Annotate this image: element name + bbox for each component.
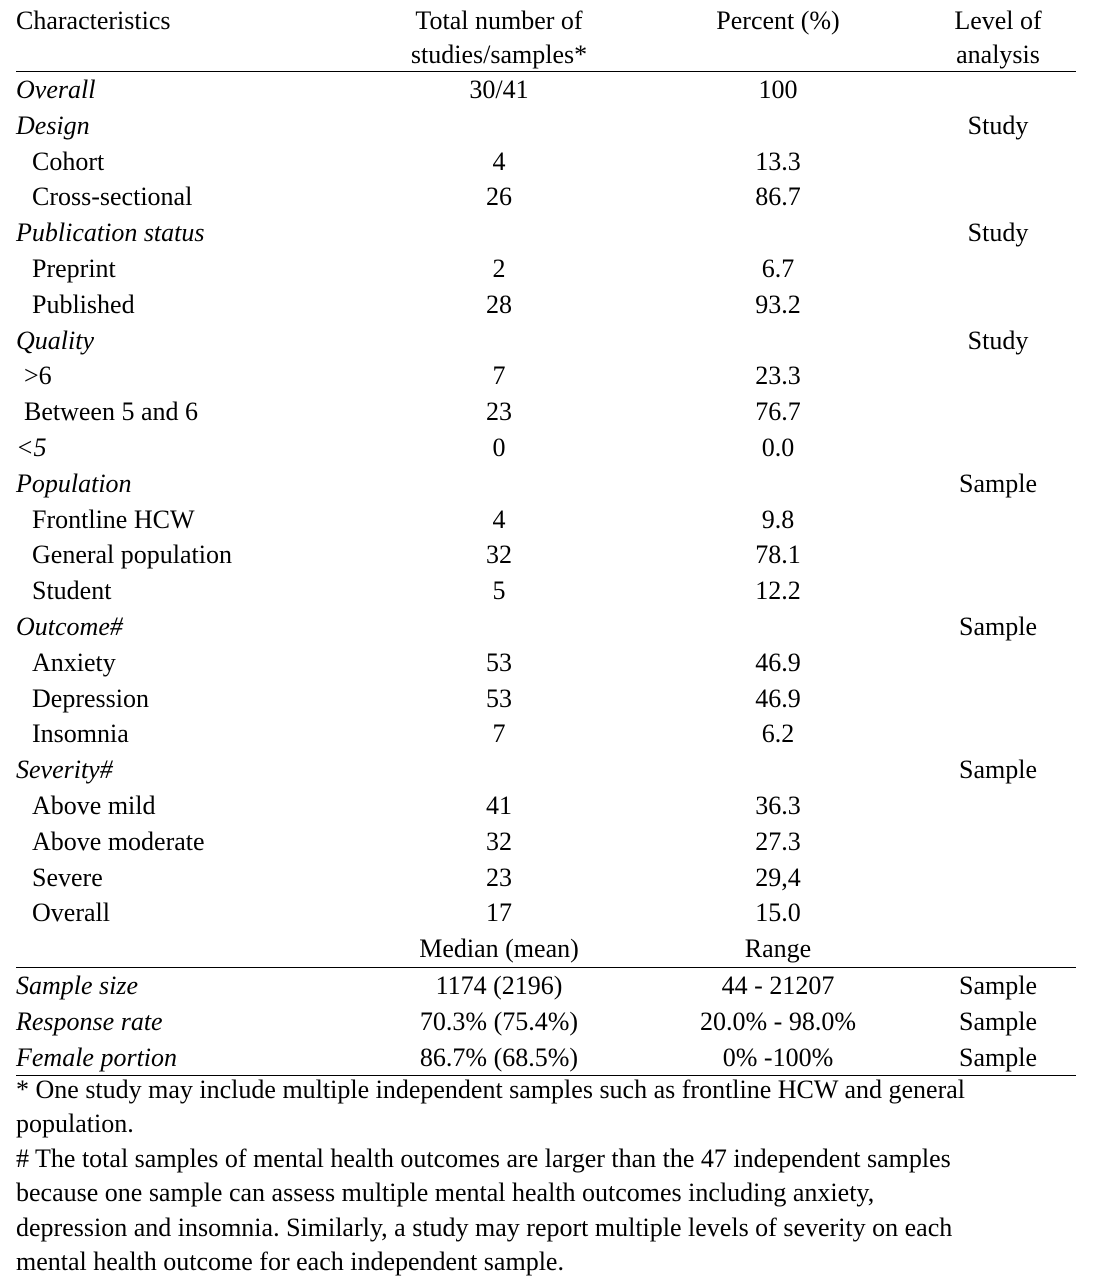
row-percent: 36.3 bbox=[755, 790, 801, 820]
table-row bbox=[16, 716, 1076, 752]
table-row bbox=[16, 72, 1076, 108]
row-label: Student bbox=[32, 576, 112, 606]
table-row bbox=[16, 394, 1076, 430]
row-count: 5 bbox=[492, 576, 506, 606]
row-count: 17 bbox=[486, 898, 512, 928]
table-row bbox=[16, 179, 1076, 215]
row-label: Preprint bbox=[32, 253, 116, 283]
row-label: Above mild bbox=[32, 790, 156, 820]
table-row bbox=[16, 251, 1076, 287]
table-row bbox=[16, 681, 1076, 717]
row-label: Publication status bbox=[16, 218, 205, 248]
table-row bbox=[16, 430, 1076, 466]
table-row bbox=[16, 144, 1076, 180]
row-median: 70.3% (75.4%) bbox=[419, 1006, 579, 1036]
table-row bbox=[16, 358, 1076, 394]
row-count: 32 bbox=[486, 826, 512, 856]
table-body bbox=[16, 72, 1076, 931]
characteristics-table bbox=[16, 2, 1076, 1076]
header-percent: Percent (%) bbox=[716, 6, 840, 35]
row-level: Study bbox=[967, 110, 1029, 140]
row-count: 23 bbox=[486, 397, 512, 427]
row-count: 32 bbox=[486, 540, 512, 570]
table-row bbox=[16, 1040, 1076, 1076]
table-row bbox=[16, 287, 1076, 323]
continuous-body bbox=[16, 968, 1076, 1076]
subheader-row bbox=[16, 931, 1076, 968]
row-label: >6 bbox=[24, 361, 52, 391]
table-row bbox=[16, 788, 1076, 824]
row-label: Depression bbox=[32, 683, 149, 713]
row-percent: 12.2 bbox=[755, 576, 801, 606]
header-characteristics: Characteristics bbox=[16, 6, 171, 35]
header-total-line2: studies/samples* bbox=[410, 40, 588, 69]
row-label: Insomnia bbox=[32, 719, 129, 749]
table-row bbox=[16, 537, 1076, 573]
row-level: Study bbox=[967, 218, 1029, 248]
row-percent: 46.9 bbox=[755, 683, 801, 713]
row-label: Severity# bbox=[16, 755, 113, 785]
row-range: 44 - 21207 bbox=[721, 970, 835, 1000]
header-level-line2: analysis bbox=[956, 40, 1040, 69]
row-median: 1174 (2196) bbox=[435, 970, 563, 1000]
table-row bbox=[16, 502, 1076, 538]
row-count: 23 bbox=[486, 862, 512, 892]
table-row bbox=[16, 860, 1076, 896]
row-percent: 23.3 bbox=[755, 361, 801, 391]
row-percent: 86.7 bbox=[755, 182, 801, 212]
row-count: 4 bbox=[492, 504, 506, 534]
footnote-line: * One study may include multiple independent samples such as frontline HCW and general bbox=[16, 1075, 966, 1104]
subheader-median: Median (mean) bbox=[419, 934, 579, 964]
row-label: Cohort bbox=[32, 146, 105, 176]
header-total bbox=[349, 4, 649, 72]
row-label: Between 5 and 6 bbox=[24, 397, 199, 427]
table-row bbox=[16, 609, 1076, 645]
table-row bbox=[16, 108, 1076, 144]
row-percent: 27.3 bbox=[755, 826, 801, 856]
row-percent: 78.1 bbox=[755, 540, 801, 570]
row-count: 26 bbox=[486, 182, 512, 212]
row-count: 28 bbox=[486, 289, 512, 319]
row-count: 7 bbox=[492, 719, 506, 749]
row-label: General population bbox=[32, 540, 232, 570]
row-label: Overall bbox=[32, 898, 110, 928]
row-level: Sample bbox=[959, 755, 1037, 785]
row-percent: 100 bbox=[758, 75, 798, 104]
table-row bbox=[16, 323, 1076, 359]
row-level: Sample bbox=[959, 468, 1037, 498]
row-percent: 6.7 bbox=[761, 253, 795, 283]
row-count: 53 bbox=[486, 683, 512, 713]
row-percent: 29,4 bbox=[755, 862, 801, 892]
row-level: Sample bbox=[959, 970, 1037, 1000]
row-label: Female portion bbox=[16, 1042, 178, 1072]
row-label: Population bbox=[16, 468, 132, 498]
row-count: 53 bbox=[486, 647, 512, 677]
row-percent: 93.2 bbox=[755, 289, 801, 319]
row-label: Cross-sectional bbox=[32, 182, 193, 212]
row-range: 20.0% - 98.0% bbox=[700, 1006, 856, 1036]
row-count: 30/41 bbox=[469, 75, 529, 104]
subheader-range: Range bbox=[744, 934, 812, 964]
row-percent: 9.8 bbox=[761, 504, 795, 534]
row-median: 86.7% (68.5%) bbox=[419, 1042, 579, 1072]
row-label: <5 bbox=[16, 432, 47, 462]
header-level bbox=[928, 4, 1068, 72]
table-row bbox=[16, 824, 1076, 860]
row-percent: 76.7 bbox=[755, 397, 801, 427]
header-total-line1: Total number of bbox=[415, 6, 583, 35]
row-label: Response rate bbox=[16, 1006, 163, 1036]
row-count: 4 bbox=[492, 146, 506, 176]
table-header bbox=[16, 2, 1076, 72]
row-percent: 6.2 bbox=[761, 719, 795, 749]
row-level: Study bbox=[967, 325, 1029, 355]
footnote-line: because one sample can assess multiple mental health outcomes including anxiety, bbox=[16, 1178, 875, 1208]
footnote-line: depression and insomnia. Similarly, a study may report multiple levels of severity on each bbox=[16, 1212, 953, 1242]
row-percent: 46.9 bbox=[755, 647, 801, 677]
table-row bbox=[16, 466, 1076, 502]
row-label: Quality bbox=[16, 325, 94, 355]
row-count: 41 bbox=[486, 790, 512, 820]
row-label: Severe bbox=[32, 862, 103, 892]
row-label: Overall bbox=[16, 75, 96, 104]
row-percent: 15.0 bbox=[755, 898, 801, 928]
header-level-line1: Level of bbox=[954, 6, 1042, 35]
table-row bbox=[16, 215, 1076, 251]
row-level: Sample bbox=[959, 611, 1037, 641]
row-count: 2 bbox=[492, 253, 506, 283]
table-row bbox=[16, 968, 1076, 1004]
table-row bbox=[16, 752, 1076, 788]
row-percent: 0.0 bbox=[761, 432, 795, 462]
row-level: Sample bbox=[959, 1042, 1037, 1072]
row-label: Frontline HCW bbox=[32, 504, 195, 534]
footnote-line: # The total samples of mental health outcomes are larger than the 47 independent samples bbox=[16, 1143, 951, 1173]
row-label: Anxiety bbox=[32, 647, 116, 677]
row-label: Outcome# bbox=[16, 611, 123, 641]
row-percent: 13.3 bbox=[755, 146, 801, 176]
table-row bbox=[16, 1004, 1076, 1040]
row-level: Sample bbox=[959, 1006, 1037, 1036]
table-row bbox=[16, 645, 1076, 681]
row-label: Published bbox=[32, 289, 135, 319]
footnote-line: mental health outcome for each independent sample. bbox=[16, 1247, 564, 1276]
row-label: Above moderate bbox=[32, 826, 205, 856]
row-range: 0% -100% bbox=[722, 1042, 834, 1072]
row-label: Design bbox=[16, 110, 90, 140]
footnote-line: population. bbox=[16, 1109, 134, 1139]
table-row bbox=[16, 895, 1076, 931]
row-label: Sample size bbox=[16, 970, 139, 1000]
row-count: 7 bbox=[492, 361, 506, 391]
row-count: 0 bbox=[492, 432, 506, 462]
table-row bbox=[16, 573, 1076, 609]
